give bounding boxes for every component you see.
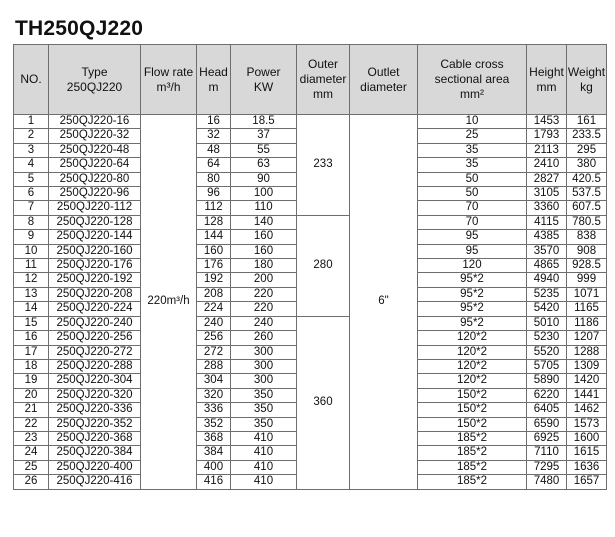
cell-outer-diameter: 360 [297,316,350,489]
cell-no: 10 [14,244,49,258]
cell-cable-area: 70 [418,215,527,229]
cell-no: 5 [14,172,49,186]
cell-outer-diameter: 233 [297,115,350,216]
header-line: m [208,79,219,94]
cell-type: 250QJ220-384 [49,446,141,460]
cell-no: 1 [14,115,49,129]
cell-weight: 420.5 [567,172,607,186]
cell-cable-area: 95*2 [418,316,527,330]
cell-type: 250QJ220-160 [49,244,141,258]
cell-cable-area: 35 [418,143,527,157]
cell-head: 32 [197,129,231,143]
cell-height: 7480 [527,475,567,489]
cell-no: 20 [14,388,49,402]
cell-cable-area: 50 [418,187,527,201]
header-line: kg [580,79,593,94]
cell-head: 144 [197,230,231,244]
cell-power: 300 [231,345,297,359]
cell-cable-area: 150*2 [418,403,527,417]
cell-no: 16 [14,331,49,345]
header-outer-diameter [297,45,350,115]
cell-power: 90 [231,172,297,186]
header-no [14,45,49,115]
cell-no: 12 [14,273,49,287]
cell-power: 18.5 [231,115,297,129]
cell-weight: 1420 [567,374,607,388]
cell-height: 7110 [527,446,567,460]
cell-head: 208 [197,287,231,301]
cell-outer-diameter: 280 [297,215,350,316]
cell-power: 220 [231,287,297,301]
cell-power: 240 [231,316,297,330]
cell-cable-area: 25 [418,129,527,143]
cell-head: 80 [197,172,231,186]
cell-weight: 1207 [567,331,607,345]
cell-head: 304 [197,374,231,388]
cell-head: 400 [197,460,231,474]
header-line: Outlet [367,64,400,79]
cell-height: 1793 [527,129,567,143]
cell-height: 6405 [527,403,567,417]
cell-height: 5235 [527,287,567,301]
cell-power: 160 [231,244,297,258]
header-power [231,45,297,115]
cell-power: 220 [231,302,297,316]
header-row [14,45,607,115]
cell-height: 2410 [527,158,567,172]
cell-height: 4385 [527,230,567,244]
cell-weight: 838 [567,230,607,244]
cell-power: 410 [231,460,297,474]
cell-height: 5890 [527,374,567,388]
cell-weight: 537.5 [567,187,607,201]
cell-power: 410 [231,446,297,460]
cell-height: 4865 [527,259,567,273]
cell-power: 160 [231,230,297,244]
cell-no: 7 [14,201,49,215]
cell-head: 176 [197,259,231,273]
header-outlet-diameter [350,45,418,115]
header-line: 250QJ220 [66,79,123,94]
cell-no: 18 [14,359,49,373]
cell-height: 6925 [527,431,567,445]
cell-no: 8 [14,215,49,229]
header-line: m³/h [156,79,181,94]
cell-head: 272 [197,345,231,359]
cell-cable-area: 50 [418,172,527,186]
cell-type: 250QJ220-320 [49,388,141,402]
cell-head: 336 [197,403,231,417]
cell-type: 250QJ220-368 [49,431,141,445]
cell-type: 250QJ220-400 [49,460,141,474]
cell-no: 17 [14,345,49,359]
cell-cable-area: 95 [418,230,527,244]
cell-no: 15 [14,316,49,330]
header-head [197,45,231,115]
spec-table [13,44,607,490]
header-line: Outer [307,57,338,71]
cell-height: 4940 [527,273,567,287]
cell-head: 416 [197,475,231,489]
cell-cable-area: 35 [418,158,527,172]
cell-no: 13 [14,287,49,301]
cell-power: 37 [231,129,297,143]
cell-power: 200 [231,273,297,287]
cell-head: 224 [197,302,231,316]
cell-type: 250QJ220-352 [49,417,141,431]
cell-type: 250QJ220-256 [49,331,141,345]
cell-power: 410 [231,431,297,445]
cell-weight: 908 [567,244,607,258]
cell-power: 110 [231,201,297,215]
cell-type: 250QJ220-48 [49,143,141,157]
cell-weight: 161 [567,115,607,129]
cell-outlet-diameter: 6" [350,115,418,490]
cell-no: 6 [14,187,49,201]
cell-no: 4 [14,158,49,172]
cell-no: 19 [14,374,49,388]
cell-head: 256 [197,331,231,345]
cell-type: 250QJ220-208 [49,287,141,301]
cell-weight: 295 [567,143,607,157]
cell-head: 368 [197,431,231,445]
cell-no: 22 [14,417,49,431]
cell-weight: 780.5 [567,215,607,229]
cell-head: 112 [197,201,231,215]
cell-head: 320 [197,388,231,402]
header-line: mm² [460,87,484,101]
table-body [14,115,607,490]
cell-type: 250QJ220-128 [49,215,141,229]
header-line: mm [536,79,557,94]
cell-head: 160 [197,244,231,258]
cell-head: 384 [197,446,231,460]
cell-cable-area: 120*2 [418,345,527,359]
cell-head: 16 [197,115,231,129]
cell-weight: 928.5 [567,259,607,273]
cell-weight: 1071 [567,287,607,301]
header-line: Height [529,64,564,79]
cell-power: 350 [231,417,297,431]
cell-height: 2827 [527,172,567,186]
cell-power: 260 [231,331,297,345]
cell-head: 128 [197,215,231,229]
cell-cable-area: 150*2 [418,388,527,402]
cell-power: 410 [231,475,297,489]
cell-height: 3105 [527,187,567,201]
cell-cable-area: 120*2 [418,374,527,388]
cell-cable-area: 120 [418,259,527,273]
cell-type: 250QJ220-80 [49,172,141,186]
cell-height: 4115 [527,215,567,229]
cell-weight: 1288 [567,345,607,359]
cell-head: 48 [197,143,231,157]
cell-type: 250QJ220-144 [49,230,141,244]
cell-cable-area: 120*2 [418,359,527,373]
cell-weight: 1462 [567,403,607,417]
header-line: NO. [20,72,42,86]
cell-cable-area: 150*2 [418,417,527,431]
cell-weight: 1600 [567,431,607,445]
header-flow-rate [141,45,197,115]
cell-height: 6220 [527,388,567,402]
cell-power: 55 [231,143,297,157]
cell-power: 63 [231,158,297,172]
header-line: mm [313,87,333,101]
header-type [49,45,141,115]
cell-no: 9 [14,230,49,244]
cell-type: 250QJ220-240 [49,316,141,330]
cell-type: 250QJ220-16 [49,115,141,129]
cell-flow-rate: 220m³/h [141,115,197,490]
cell-type: 250QJ220-96 [49,187,141,201]
cell-weight: 380 [567,158,607,172]
cell-cable-area: 185*2 [418,446,527,460]
header-line: diameter [299,72,347,86]
cell-height: 3360 [527,201,567,215]
header-weight [567,45,607,115]
cell-cable-area: 185*2 [418,475,527,489]
cell-no: 24 [14,446,49,460]
cell-type: 250QJ220-272 [49,345,141,359]
cell-height: 5420 [527,302,567,316]
cell-type: 250QJ220-336 [49,403,141,417]
cell-type: 250QJ220-176 [49,259,141,273]
cell-type: 250QJ220-304 [49,374,141,388]
cell-no: 3 [14,143,49,157]
header-line: diameter [360,79,407,94]
header-line: Power [246,64,281,79]
cell-cable-area: 95*2 [418,302,527,316]
cell-cable-area: 95 [418,244,527,258]
cell-cable-area: 185*2 [418,431,527,445]
cell-no: 25 [14,460,49,474]
header-line: KW [253,79,274,94]
cell-weight: 607.5 [567,201,607,215]
cell-power: 140 [231,215,297,229]
cell-height: 5705 [527,359,567,373]
header-height [527,45,567,115]
cell-power: 300 [231,374,297,388]
cell-type: 250QJ220-224 [49,302,141,316]
table-row [14,316,607,330]
cell-cable-area: 95*2 [418,273,527,287]
cell-type: 250QJ220-416 [49,475,141,489]
header-line: Head [199,64,228,79]
cell-weight: 233.5 [567,129,607,143]
cell-type: 250QJ220-288 [49,359,141,373]
cell-height: 5520 [527,345,567,359]
cell-weight: 1441 [567,388,607,402]
header-line: sectional area [434,72,510,86]
table-row [14,115,607,129]
header-line: Type [81,64,108,79]
cell-power: 100 [231,187,297,201]
cell-weight: 1186 [567,316,607,330]
cell-cable-area: 70 [418,201,527,215]
cell-type: 250QJ220-112 [49,201,141,215]
cell-head: 352 [197,417,231,431]
cell-height: 7295 [527,460,567,474]
cell-cable-area: 10 [418,115,527,129]
cell-type: 250QJ220-32 [49,129,141,143]
cell-no: 21 [14,403,49,417]
cell-head: 240 [197,316,231,330]
cell-cable-area: 120*2 [418,331,527,345]
cell-weight: 1636 [567,460,607,474]
cell-weight: 1165 [567,302,607,316]
header-line: Flow rate [143,64,194,79]
cell-weight: 999 [567,273,607,287]
cell-cable-area: 185*2 [418,460,527,474]
cell-no: 2 [14,129,49,143]
cell-head: 96 [197,187,231,201]
cell-height: 3570 [527,244,567,258]
cell-type: 250QJ220-192 [49,273,141,287]
cell-head: 192 [197,273,231,287]
cell-power: 350 [231,403,297,417]
cell-height: 6590 [527,417,567,431]
cell-no: 23 [14,431,49,445]
cell-weight: 1615 [567,446,607,460]
cell-cable-area: 95*2 [418,287,527,301]
cell-head: 288 [197,359,231,373]
cell-no: 11 [14,259,49,273]
cell-type: 250QJ220-64 [49,158,141,172]
page-title: TH250QJ220 [15,17,144,40]
header-cable-area [418,45,527,115]
cell-height: 1453 [527,115,567,129]
cell-power: 180 [231,259,297,273]
cell-no: 14 [14,302,49,316]
cell-height: 2113 [527,143,567,157]
cell-weight: 1573 [567,417,607,431]
cell-height: 5230 [527,331,567,345]
cell-height: 5010 [527,316,567,330]
cell-head: 64 [197,158,231,172]
cell-weight: 1309 [567,359,607,373]
cell-no: 26 [14,475,49,489]
header-line: Weight [567,64,606,79]
cell-power: 300 [231,359,297,373]
table-row [14,215,607,229]
cell-weight: 1657 [567,475,607,489]
cell-power: 350 [231,388,297,402]
header-line: Cable cross [440,57,504,71]
